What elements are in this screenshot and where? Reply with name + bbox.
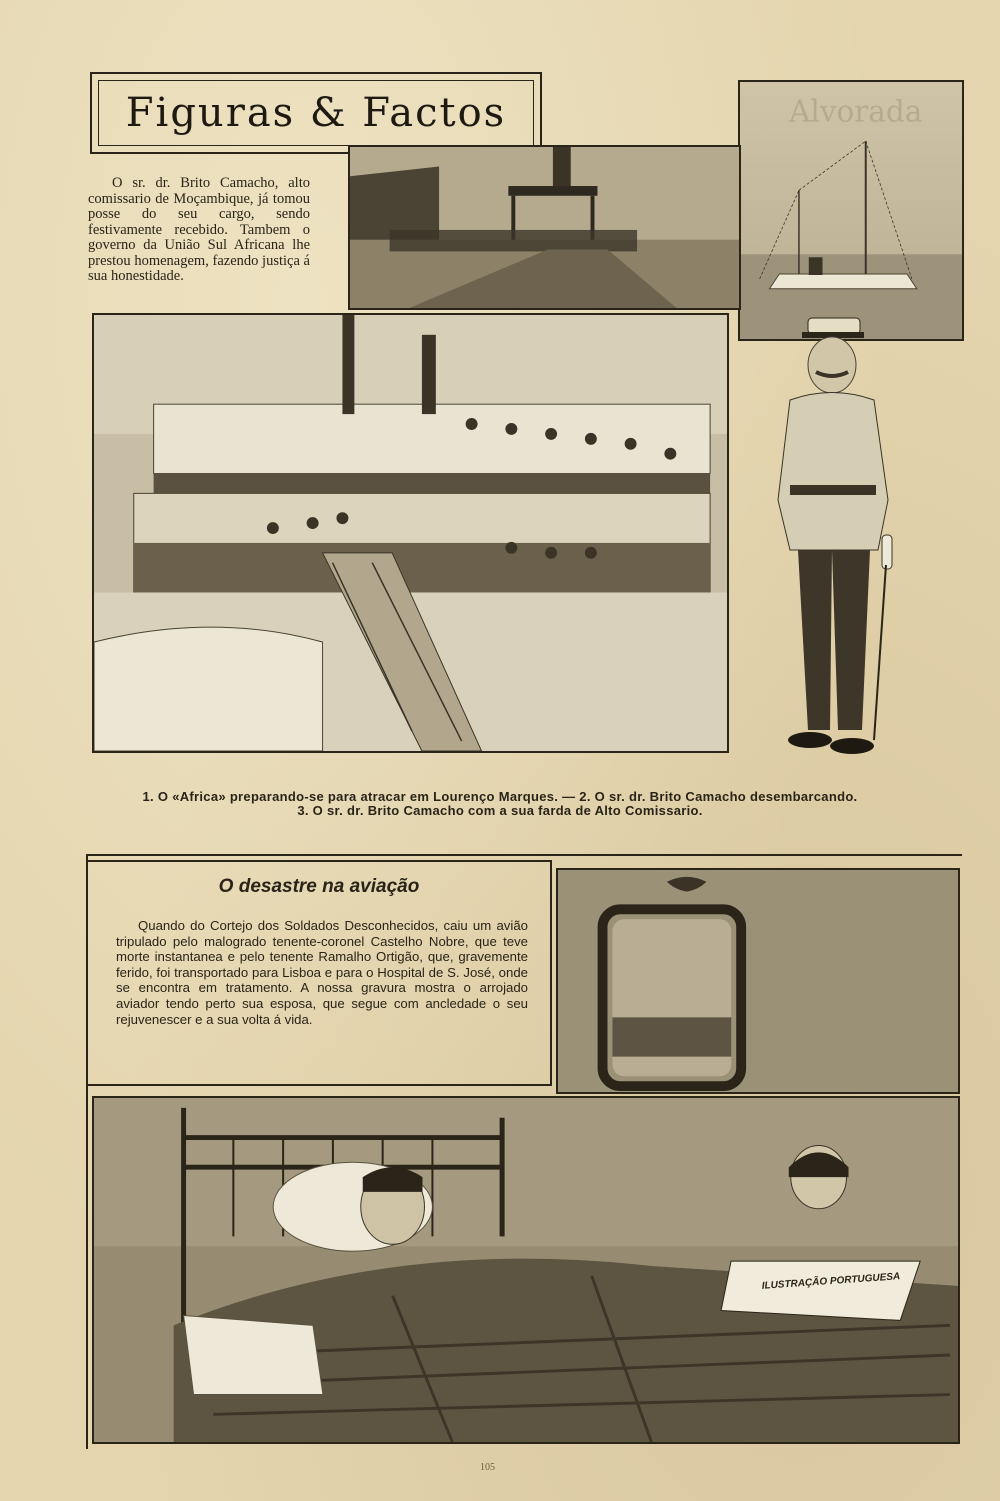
- photo-aviator-in-bed: [92, 1096, 960, 1444]
- page-number: 105: [480, 1462, 495, 1473]
- magazine-sign: ILUSTRAÇÃO PORTUGUESA: [761, 1271, 901, 1292]
- section-divider-horizontal: [86, 854, 962, 856]
- section-title-box: [90, 72, 542, 154]
- intro-caption: O sr. dr. Brito Camacho, alto comissario de Moçambique, já tomou posse do seu cargo, sendo festivamente recebido. Tambem o governo da União Sul Africana lhe prestou homenagem, fazendo justiça á sua honestidade.: [88, 175, 310, 284]
- photo-port-pier: [348, 145, 741, 310]
- photo-wall-mirror: [556, 868, 960, 1094]
- section-title: Figuras & Factos: [125, 90, 507, 136]
- photo-officer-uniform: [770, 310, 910, 770]
- svg-text:Alvorada: Alvorada: [789, 94, 923, 129]
- article-title: O desastre na aviação: [218, 876, 420, 897]
- photo-captions: [60, 790, 940, 818]
- article-body: Quando do Cortejo dos Soldados Desconhecidos, caiu um avião tripulado pelo malogrado tenente-coronel Castelho Nobre, que teve morte instantanea e pelo tenente Ramalho Ortigão, que, gravemente ferido, foi transportado para Lisboa e para o Hospital de S. José, onde se encontra em tratamento. A nossa gravura mostra o arrojado aviador tendo perto sua esposa, que segue com ancledade o seu rejuvenescer e a sua volta á vida.: [116, 918, 528, 1027]
- photo-caption-line-1: 1. O «Africa» preparando-se para atracar em Lourenço Marques. — 2. O sr. dr. Brito Camacho desembarcando.: [142, 789, 858, 804]
- photo-ship-arriving: [738, 80, 964, 341]
- article-box: [86, 860, 552, 1086]
- photo-caption-line-2: 3. O sr. dr. Brito Camacho com a sua farda de Alto Comissario.: [297, 803, 703, 818]
- photo-ship-deck-disembarking: [92, 313, 729, 753]
